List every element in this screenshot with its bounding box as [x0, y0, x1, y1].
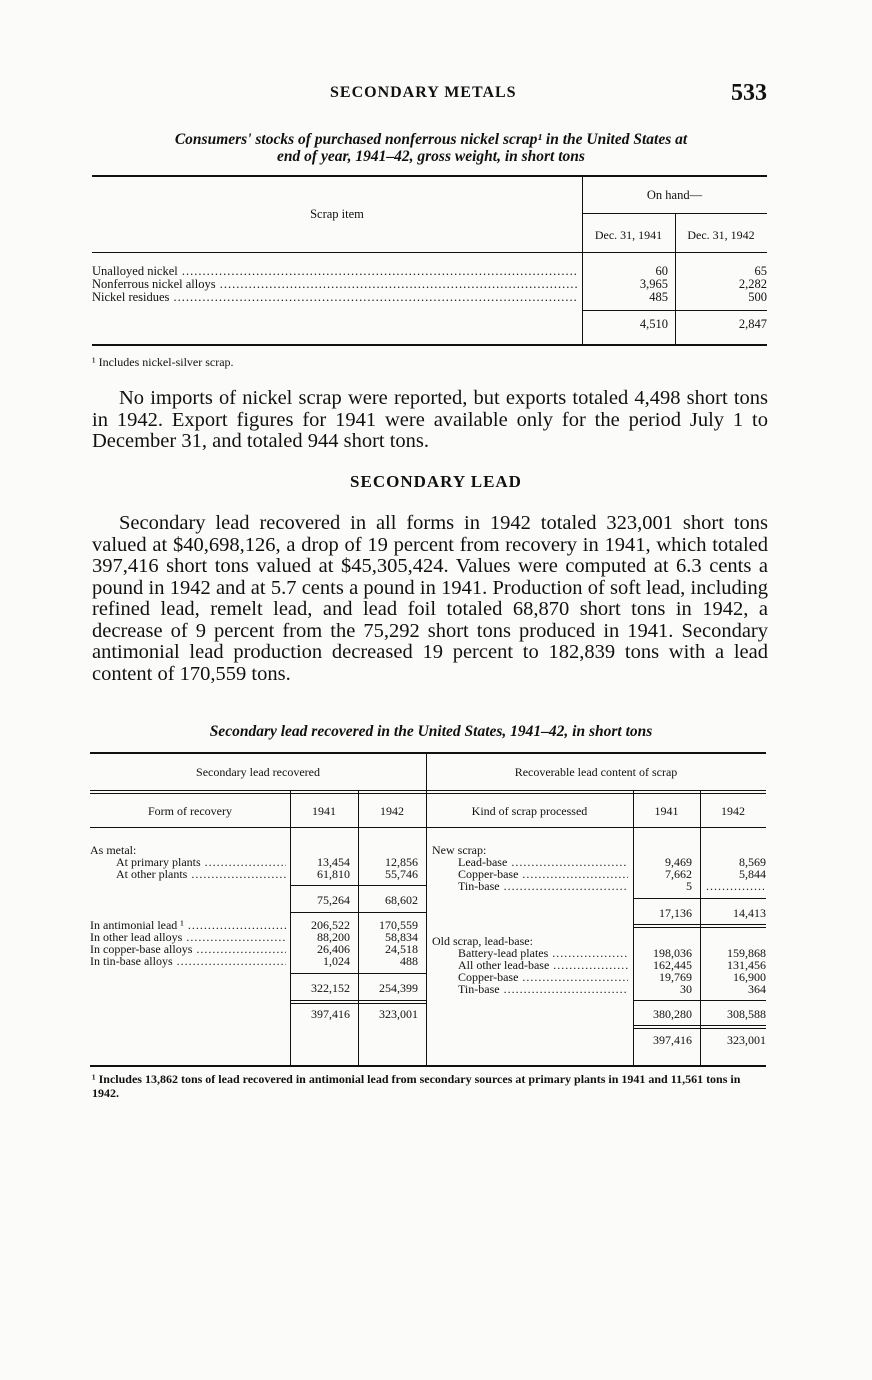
label-new-scrap: New scrap:: [432, 843, 487, 857]
row-label: Copper-base .....: [458, 868, 628, 881]
cell-value: 19,769: [659, 970, 692, 984]
cell-value: 364: [748, 982, 766, 996]
total-value: 397,416: [311, 1007, 350, 1021]
total-1942: 2,847: [738, 317, 767, 331]
subtotal-value: 17,136: [659, 906, 692, 920]
rule: [633, 1025, 766, 1026]
dash-leader: [706, 880, 764, 893]
table1-caption-line1: Consumers' stocks of purchased nonferrous nickel scrap¹ in the United States at: [174, 131, 688, 148]
cell-value: 16,900: [733, 970, 766, 984]
rule: [426, 752, 427, 1065]
cell-value: 13,454: [317, 855, 350, 869]
row-label: Tin-base .....: [458, 880, 628, 893]
row-label: Battery-lead plates .....: [458, 947, 628, 960]
cell-value: 162,445: [653, 958, 692, 972]
rule: [90, 1065, 766, 1067]
total-value: 323,001: [379, 1007, 418, 1021]
row-label: In antimonial lead ¹ .....: [90, 919, 286, 932]
cell-value: 55,746: [385, 867, 418, 881]
col-header-1941: 1941: [312, 804, 336, 818]
cell-value: 159,868: [727, 946, 766, 960]
rule: [92, 175, 767, 177]
rule: [582, 213, 767, 214]
rule: [90, 752, 766, 754]
col-header-1942: 1942: [380, 804, 404, 818]
cell-value: 7,662: [665, 867, 692, 881]
table1-footnote: ¹ Includes nickel-silver scrap.: [92, 355, 234, 369]
subtotal-value: 14,413: [733, 906, 766, 920]
col-header-1942: Dec. 31, 1942: [687, 228, 755, 242]
subtotal-value: 322,152: [311, 981, 350, 995]
running-head: SECONDARY METALS: [330, 84, 517, 101]
cell-value: 500: [748, 290, 767, 304]
table2-caption: Secondary lead recovered in the United States, 1941–42, in short tons: [209, 723, 653, 740]
page-number: 533: [731, 80, 767, 106]
cell-value: 2,282: [738, 277, 767, 291]
row-label: Tin-base .....: [458, 983, 628, 996]
subtotal-value: 380,280: [653, 1007, 692, 1021]
row-label: In copper-base alloys .....: [90, 943, 286, 956]
cell-value: 131,456: [727, 958, 766, 972]
subtotal-value: 254,399: [379, 981, 418, 995]
cell-value: 30: [680, 982, 692, 996]
rule: [92, 344, 767, 346]
rule: [290, 1003, 426, 1004]
cell-value: 5,844: [739, 867, 766, 881]
cell-value: 1,024: [323, 954, 350, 968]
subtotal-value: 308,588: [727, 1007, 766, 1021]
col-header-1941: Dec. 31, 1941: [594, 228, 663, 242]
cell-value: 3,965: [639, 277, 668, 291]
rule: [90, 793, 766, 794]
cell-value: 198,036: [653, 946, 692, 960]
table2-footnote: ¹ Includes 13,862 tons of lead recovered in antimonial lead from secondary sources at primary plants in 1941 and 11,561 tons in 1942.: [92, 1072, 741, 1100]
cell-value: 65: [754, 264, 767, 278]
col-header-1941: 1941: [654, 804, 679, 818]
row-label: At primary plants .....: [116, 856, 286, 869]
rule: [290, 973, 426, 974]
rule: [633, 1028, 766, 1029]
rule: [633, 1000, 766, 1001]
table1-caption-line2: end of year, 1941–42, gross weight, in short tons: [277, 148, 585, 165]
cell-value: 485: [649, 290, 668, 304]
row-label-nickel-residues: Nickel residues .....: [92, 290, 578, 304]
nickel-scrap-table: [92, 175, 767, 347]
rule: [700, 791, 701, 1065]
cell-value: 206,522: [311, 918, 350, 932]
cell-value: 58,834: [385, 930, 418, 944]
row-label: Lead-base .....: [458, 856, 628, 869]
row-label-unalloyed-nickel: Unalloyed nickel .....: [92, 264, 578, 278]
rule: [633, 791, 634, 1065]
row-label: In tin-base alloys .....: [90, 955, 286, 968]
rule: [92, 252, 767, 253]
col-header-scrap-item: Scrap item: [310, 207, 364, 221]
paragraph-nickel-exports: No imports of nickel scrap were reported, but exports totaled 4,498 short tons in 1942. Export figures for 1941 were available only for the period July 1 to December 31, and totaled 944 short tons.: [92, 387, 768, 452]
cell-value: 9,469: [665, 855, 692, 869]
cell-value: 26,406: [317, 942, 350, 956]
cell-value: 24,518: [385, 942, 418, 956]
section-title: SECONDARY LEAD: [350, 472, 522, 491]
col-header-1942: 1942: [721, 804, 745, 818]
row-label: At other plants .....: [116, 868, 286, 881]
total-1941: 4,510: [639, 317, 668, 331]
rule: [290, 885, 426, 886]
label-old-scrap: Old scrap, lead-base:: [432, 934, 533, 948]
paragraph-secondary-lead: Secondary lead recovered in all forms in 1942 totaled 323,001 short tons valued at $40,698,126, a drop of 19 percent from recovery in 1941, which totaled 397,416 short tons valued at $45,305,424. Values were computed at 6.3 cents a pound in 1942 and at 5.7 cents a pound in 1941. Production of soft lead, including refined lead, remelt lead, and lead foil totaled 68,870 short tons in 1942, a decrease of 9 percent from the 75,292 short tons produced in 1941. Secondary antimonial lead production decreased 19 percent to 182,839 tons with a lead content of 170,559 tons.: [92, 512, 768, 685]
rule: [633, 924, 766, 925]
rule: [90, 790, 766, 791]
cell-value: 60: [655, 264, 668, 278]
group-header-recoverable-lead: Recoverable lead content of scrap: [514, 765, 678, 779]
cell-value: 5: [686, 879, 692, 893]
subtotal-value: 68,602: [385, 893, 418, 907]
total-value: 323,001: [727, 1033, 766, 1047]
cell-value: 12,856: [385, 855, 418, 869]
rule: [90, 827, 766, 828]
row-label: In other lead alloys .....: [90, 931, 286, 944]
label-as-metal: As metal:: [90, 843, 137, 857]
col-header-on-hand: On hand—: [646, 188, 703, 202]
rule: [633, 898, 766, 899]
row-label: Copper-base .....: [458, 971, 628, 984]
rule: [290, 1000, 426, 1001]
cell-value: 170,559: [379, 918, 418, 932]
cell-value: 488: [400, 954, 418, 968]
total-value: 397,416: [653, 1033, 692, 1047]
rule: [290, 912, 426, 913]
row-label: All other lead-base .....: [458, 959, 628, 972]
row-label-nonferrous-nickel-alloys: Nonferrous nickel alloys .....: [92, 277, 578, 291]
group-header-secondary-lead: Secondary lead recovered: [196, 765, 320, 779]
cell-value: 88,200: [317, 930, 350, 944]
cell-value: 8,569: [739, 855, 766, 869]
rule: [633, 927, 766, 928]
col-header-form: Form of recovery: [148, 804, 232, 818]
cell-value: 61,810: [317, 867, 350, 881]
rule: [582, 310, 767, 311]
col-header-kind: Kind of scrap processed: [471, 804, 588, 818]
secondary-lead-table: [90, 752, 766, 1067]
subtotal-value: 75,264: [317, 893, 350, 907]
